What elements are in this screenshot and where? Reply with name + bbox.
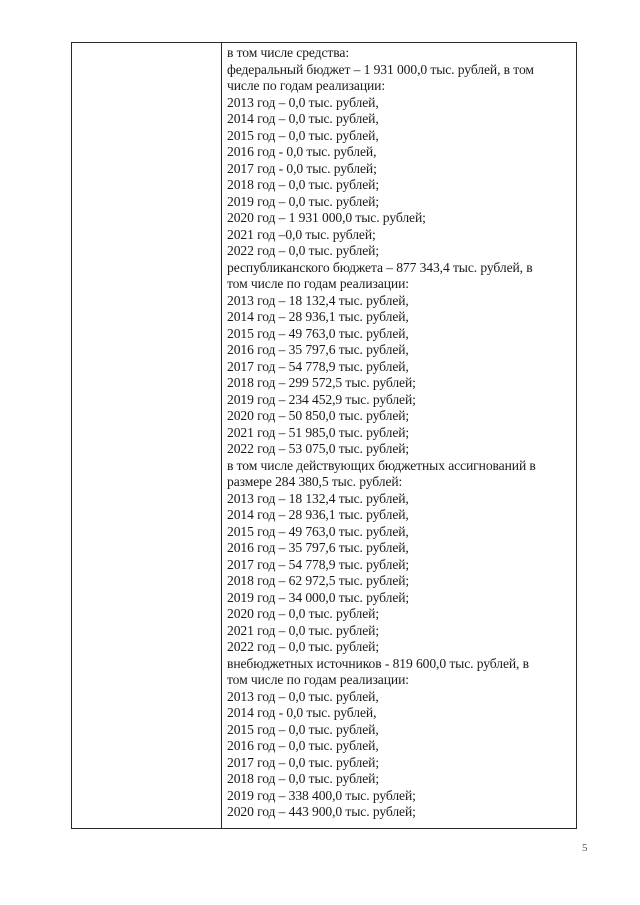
- text-line: 2017 год – 54 778,9 тыс. рублей,: [227, 358, 409, 374]
- financing-table: [71, 42, 577, 829]
- text-line: числе по годам реализации:: [227, 78, 386, 93]
- text-line: 2014 год – 28 936,1 тыс. рублей,: [227, 507, 409, 522]
- text-line: 2013 год – 18 132,4 тыс. рублей,: [227, 292, 409, 308]
- text-line: 2019 год – 0,0 тыс. рублей;: [227, 193, 380, 209]
- text-line: 2017 год - 0,0 тыс. рублей;: [227, 160, 377, 176]
- text-line: 2019 год – 338 400,0 тыс. рублей;: [227, 787, 416, 803]
- text-line: размере 284 380,5 тыс. рублей:: [227, 474, 403, 489]
- text-line: 2022 год – 0,0 тыс. рублей;: [227, 639, 380, 654]
- text-line: том числе по годам реализации:: [227, 672, 409, 687]
- text-line: 2020 год – 443 900,0 тыс. рублей;: [227, 804, 416, 819]
- text-line: 2014 год – 28 936,1 тыс. рублей,: [227, 309, 409, 324]
- text-line: 2016 год – 0,0 тыс. рублей,: [227, 738, 379, 753]
- text-line: 2016 год - 0,0 тыс. рублей,: [227, 144, 377, 159]
- table-label-cell: [72, 43, 222, 828]
- text-line: внебюджетных источников - 819 600,0 тыс. рублей, в: [227, 655, 529, 671]
- text-line: 2015 год – 0,0 тыс. рублей,: [227, 127, 379, 143]
- text-line: том числе по годам реализации:: [227, 276, 409, 291]
- text-line: 2018 год – 0,0 тыс. рублей;: [227, 771, 380, 786]
- text-line: 2013 год – 18 132,4 тыс. рублей,: [227, 490, 409, 506]
- text-line: 2018 год – 62 972,5 тыс. рублей;: [227, 573, 410, 588]
- text-line: 2017 год – 54 778,9 тыс. рублей;: [227, 556, 410, 572]
- text-line: 2014 год – 0,0 тыс. рублей,: [227, 111, 379, 126]
- text-line: 2016 год – 35 797,6 тыс. рублей,: [227, 540, 409, 555]
- text-line: 2020 год – 50 850,0 тыс. рублей;: [227, 408, 410, 423]
- text-line: 2022 год – 0,0 тыс. рублей;: [227, 243, 380, 258]
- text-line: 2020 год – 1 931 000,0 тыс. рублей;: [227, 210, 426, 225]
- text-line: 2020 год – 0,0 тыс. рублей;: [227, 606, 380, 621]
- text-line: 2014 год - 0,0 тыс. рублей,: [227, 705, 377, 720]
- text-line: 2013 год – 0,0 тыс. рублей,: [227, 688, 379, 704]
- table-value-cell: [222, 43, 576, 828]
- text-line: 2015 год – 49 763,0 тыс. рублей,: [227, 523, 409, 539]
- text-line: 2021 год –0,0 тыс. рублей;: [227, 226, 376, 242]
- text-line: 2018 год – 299 572,5 тыс. рублей;: [227, 375, 416, 390]
- text-line: 2019 год – 34 000,0 тыс. рублей;: [227, 589, 410, 605]
- page-number: 5: [582, 842, 588, 854]
- text-line: 2019 год – 234 452,9 тыс. рублей;: [227, 391, 416, 407]
- text-line: республиканского бюджета – 877 343,4 тыс. рублей, в: [227, 259, 533, 275]
- text-line: 2013 год – 0,0 тыс. рублей,: [227, 94, 379, 110]
- text-line: федеральный бюджет – 1 931 000,0 тыс. рублей, в том: [227, 61, 534, 77]
- text-line: 2021 год – 51 985,0 тыс. рублей;: [227, 424, 410, 440]
- text-line: в том числе средства:: [227, 45, 350, 60]
- text-line: 2018 год – 0,0 тыс. рублей;: [227, 177, 380, 192]
- text-line: в том числе действующих бюджетных ассигнований в: [227, 457, 536, 473]
- text-line: 2015 год – 49 763,0 тыс. рублей,: [227, 325, 409, 341]
- text-line: 2015 год – 0,0 тыс. рублей,: [227, 721, 379, 737]
- text-line: 2021 год – 0,0 тыс. рублей;: [227, 622, 380, 638]
- text-line: 2017 год – 0,0 тыс. рублей;: [227, 754, 380, 770]
- text-line: 2016 год – 35 797,6 тыс. рублей,: [227, 342, 409, 357]
- text-line: 2022 год – 53 075,0 тыс. рублей;: [227, 441, 410, 456]
